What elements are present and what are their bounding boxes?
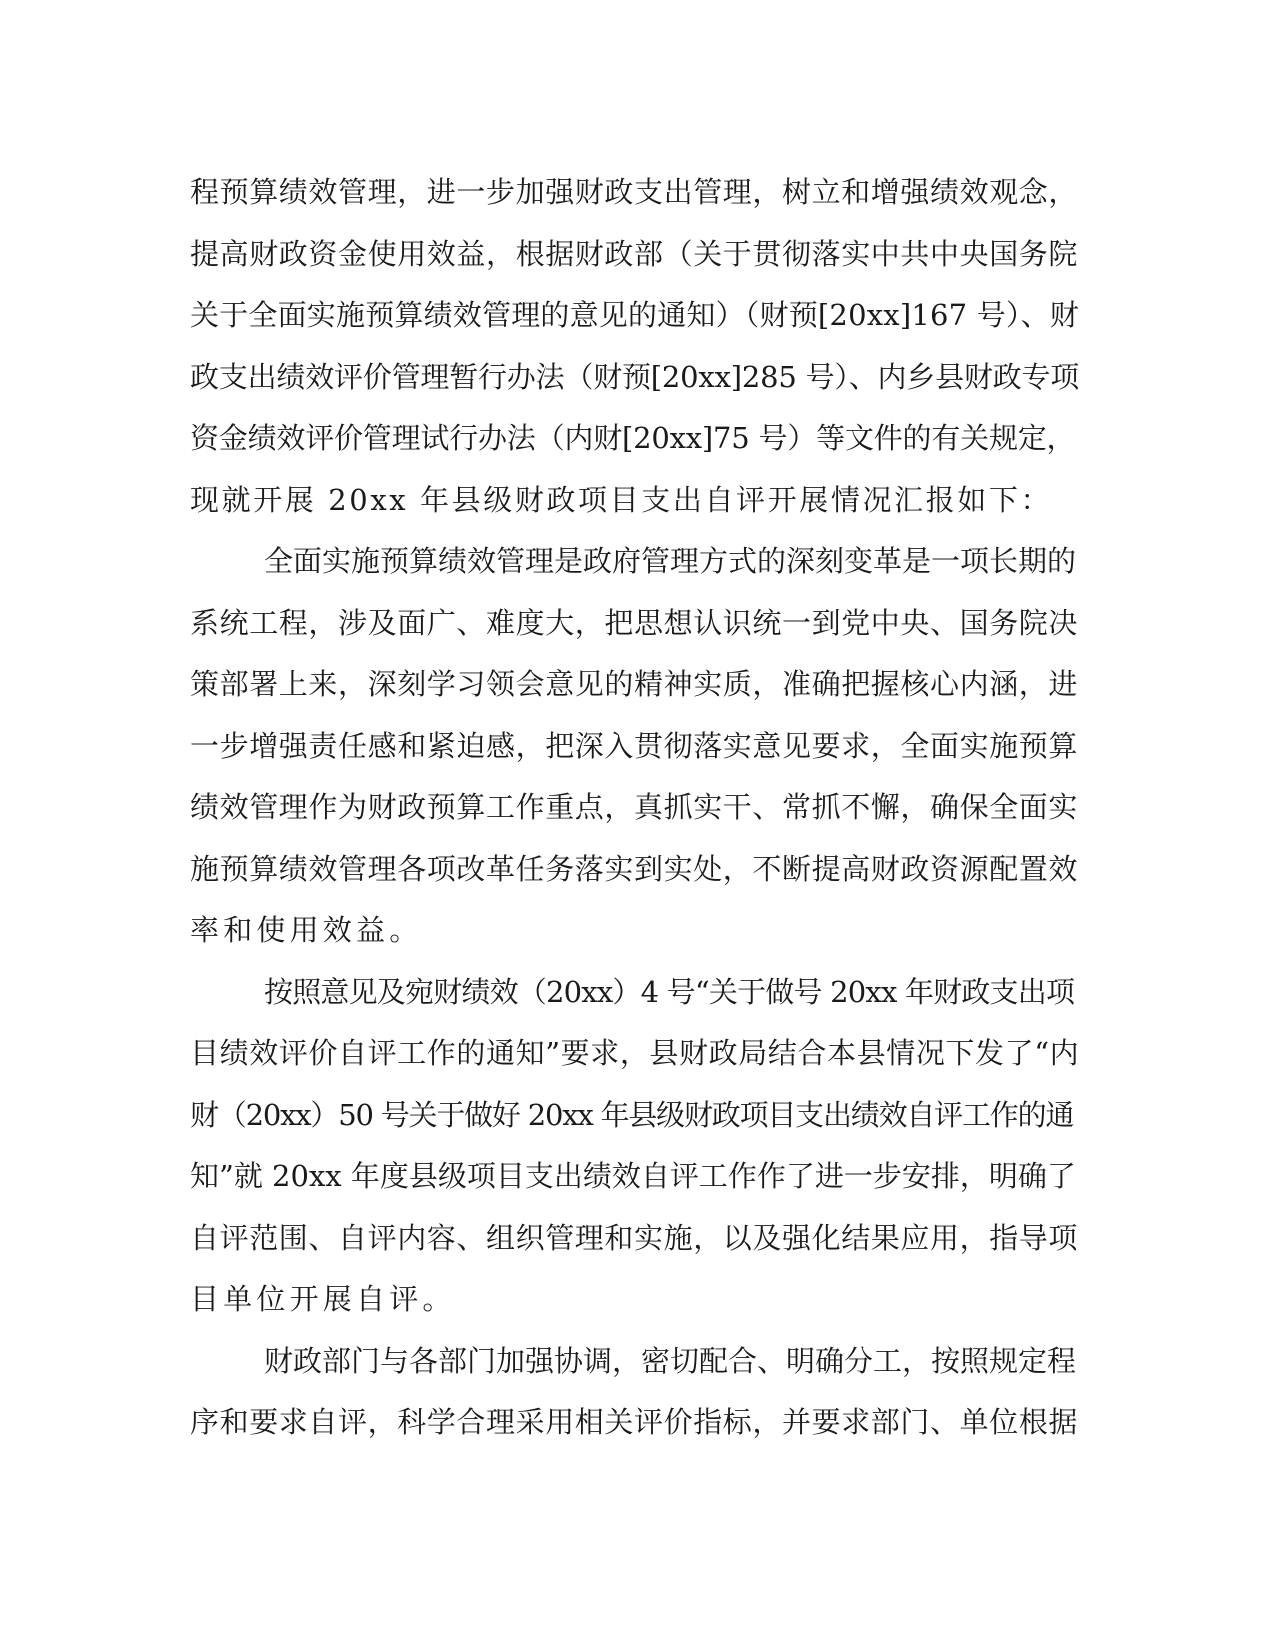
text-line: 自评范围、自评内容、组织管理和实施，以及强化结果应用，指导项 (190, 1220, 1079, 1255)
text-line: 施预算绩效管理各项改革任务落实到实处，不断提高财政资源配置效 (190, 851, 1079, 886)
text-line-paragraph-start: 按照意见及宛财绩效（20xx）4 号“关于做号 20xx 年财政支出项 (264, 974, 1075, 1009)
text-line: 一步增强责任感和紧迫感，把深入贯彻落实意见要求，全面实施预算 (190, 728, 1079, 763)
text-line: 系统工程，涉及面广、难度大，把思想认识统一到党中央、国务院决 (190, 605, 1079, 640)
text-line-paragraph-start: 财政部门与各部门加强协调，密切配合、明确分工，按照规定程 (264, 1343, 1077, 1378)
text-line: 策部署上来，深刻学习领会意见的精神实质，准确把握核心内涵，进 (190, 667, 1079, 701)
text-line: 现就开展 20xx 年县级财政项目支出自评开展情况汇报如下： (190, 482, 1053, 517)
text-line: 资金绩效评价管理试行办法（内财[20xx]75 号）等文件的有关规定， (190, 421, 1076, 455)
document-body (190, 162, 1080, 1454)
text-line: 目绩效评价自评工作的通知”要求，县财政局结合本县情况下发了“内 (190, 1036, 1080, 1070)
text-line: 关于全面实施预算绩效管理的意见的通知）（财预[20xx]167 号）、财 (190, 298, 1080, 332)
text-line: 财（20xx）50 号关于做好 20xx 年县级财政项目支出绩效自评工作的通 (190, 1097, 1074, 1132)
text-line: 提高财政资金使用效益，根据财政部（关于贯彻落实中共中央国务院 (190, 236, 1079, 271)
text-line: 绩效管理作为财政预算工作重点，真抓实干、常抓不懈，确保全面实 (190, 790, 1079, 824)
text-line: 序和要求自评，科学合理采用相关评价指标，并要求部门、单位根据 (190, 1405, 1079, 1439)
text-line: 政支出绩效评价管理暂行办法（财预[20xx]285 号）、内乡县财政专项 (190, 359, 1080, 394)
text-line: 率和使用效益。 (190, 913, 423, 947)
text-line: 程预算绩效管理，进一步加强财政支出管理，树立和增强绩效观念， (190, 175, 1079, 209)
text-line: 知”就 20xx 年度县级项目支出绩效自评工作作了进一步安排，明确了 (190, 1159, 1076, 1193)
text-line: 目单位开展自评。 (190, 1282, 456, 1316)
text-line-paragraph-start: 全面实施预算绩效管理是政府管理方式的深刻变革是一项长期的 (264, 544, 1077, 578)
